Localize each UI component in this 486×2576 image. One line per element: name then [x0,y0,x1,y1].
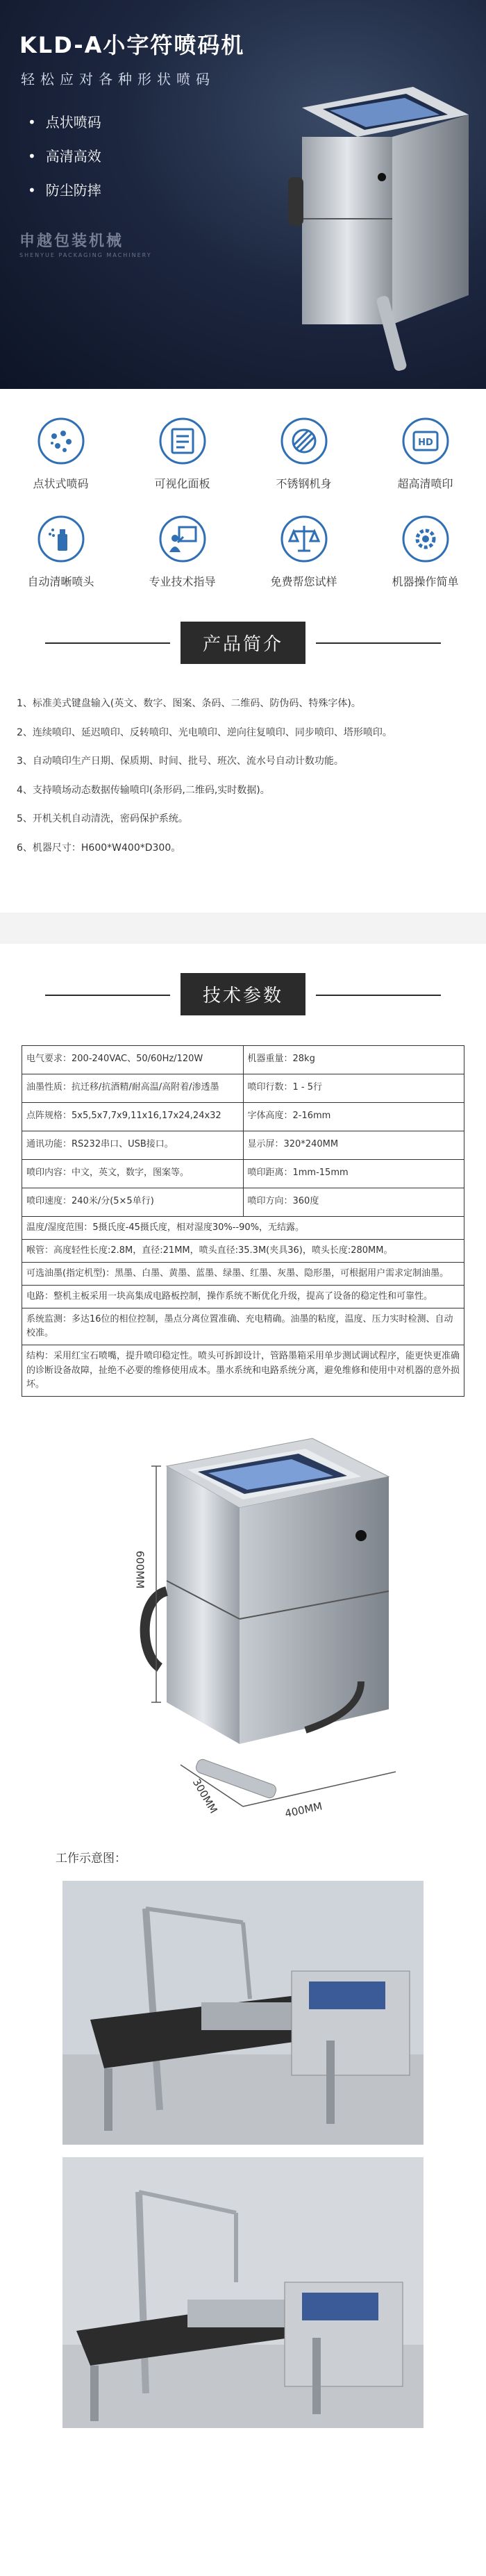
table-cell: 结构：采用红宝石喷嘴，提升喷印稳定性。喷头可拆卸设计，管路墨箱采用单步测试调试程序，能更快更准确的诊断设备故障，扯绝不必要的维修使用成本。墨水系统和电路系统分离，避免维修和使用中对机器的意外损坏。 [22,1345,464,1396]
hero-subtitle: 轻松应对各种形状喷码 [21,71,215,88]
svg-text:HD: HD [417,438,433,448]
table-row [22,1345,464,1396]
feature-label: 不锈钢机身 [276,477,332,490]
table-cell: 喷印内容：中文，英文，数字，图案等。 [22,1159,244,1188]
feature-label: 机器操作简单 [392,575,459,588]
table-cell: 油墨性质：抗迁移/抗酒精/耐高温/高附着/渗透墨 [22,1074,244,1102]
table-cell: 字体高度：2-16mm [243,1102,464,1131]
section-title: 产品简介 [181,622,305,664]
production-line-image [62,2157,424,2428]
dim-width-label: 400MM [283,1800,324,1820]
hero-point: • 高清高效 [28,145,101,165]
brand-name-en: SHENYUE PACKAGING MACHINERY [19,252,152,258]
sample-icon [280,515,328,563]
intro-item: 5、开机关机自动清洗，密码保护系统。 [17,813,188,825]
table-cell: 喷印方向：360度 [243,1188,464,1216]
dots-icon [37,417,85,465]
table-cell: 喉管：高度轻性长度:2.8M，直径:21MM，喷头直径:35.3M(夹具36)，喷头长度:280MM。 [22,1239,464,1262]
stainless-icon [280,417,328,465]
specs-section [0,944,486,1418]
table-cell: 通讯功能：RS232串口、USB接口。 [22,1131,244,1159]
table-cell: 可选油墨(指定机型)：黑墨、白墨、黄墨、蓝墨、绿墨、红墨、灰墨、隐形墨，可根据用户需求定制油墨。 [22,1262,464,1285]
table-cell: 喷印行数：1 - 5行 [243,1074,464,1102]
gear-icon [401,515,450,563]
feature-item [249,417,360,491]
intro-item: 2、连续喷印、延迟喷印、反转喷印、光电喷印、逆向往复喷印、同步喷印、塔形喷印。 [17,726,392,738]
table-row [22,1262,464,1285]
intro-item: 1、标准美式键盘输入(英文、数字、图案、条码、二维码、防伪码、特殊字体)。 [17,698,361,709]
feature-item [6,417,117,491]
brand-watermark [19,229,152,258]
section-divider [0,913,486,944]
table-cell: 喷印距离：1mm-15mm [243,1159,464,1188]
table-cell: 电气要求：200-240VAC、50/60Hz/120W [22,1045,244,1074]
feature-label: 超高清喷印 [397,477,453,490]
machine-dimension-image [0,1418,486,1834]
feature-grid [0,389,486,620]
machine-image [274,87,476,379]
hero-point: • 防尘防摔 [28,179,101,199]
section-title: 技术参数 [181,973,305,1015]
hd-icon [401,417,450,465]
work-photo-2 [62,2157,424,2428]
dim-height-label: 600MM [133,1550,146,1589]
dimension-diagram [0,1418,486,1834]
intro-item: 3、自动喷印生产日期、保质期、时间、批号、班次、流水号自动计数功能。 [17,756,344,767]
table-row [22,1159,464,1188]
table-row [22,1285,464,1308]
table-cell: 点阵规格：5x5,5x7,7x9,11x16,17x24,24x32 [22,1102,244,1131]
hero-points [28,111,101,213]
feature-item [6,515,117,589]
section-header-specs [0,972,486,1017]
guide-icon [158,515,207,563]
table-cell: 显示屏：320*240MM [243,1131,464,1159]
table-row [22,1045,464,1074]
feature-item [370,515,481,589]
table-cell: 喷印速度：240米/分(5×5单行) [22,1188,244,1216]
table-row [22,1131,464,1159]
hero-point: • 点状喷码 [28,111,101,131]
hero-title: KLD-A小字符喷码机 [19,32,245,58]
table-row [22,1102,464,1131]
table-cell: 电路：整机主板采用一块高集成电路板控制，操作系统不断优化升级，提高了设备的稳定性和可靠性。 [22,1285,464,1308]
dim-depth-label: 300MM [190,1776,220,1815]
feature-label: 专业技术指导 [149,575,216,588]
panel-icon [158,417,207,465]
feature-item [127,515,238,589]
hero-banner [0,0,486,389]
section-header-intro [0,620,486,665]
table-row [22,1239,464,1262]
feature-item [370,417,481,491]
feature-label: 点状式喷码 [33,477,89,490]
intro-list [0,665,486,913]
intro-item: 6、机器尺寸：H600*W400*D300。 [17,842,181,854]
table-row [22,1074,464,1102]
feature-label: 免费帮您试样 [270,575,337,588]
table-row [22,1308,464,1345]
feature-item [127,417,238,491]
work-diagram-title: 工作示意图： [56,1851,126,1865]
feature-label: 可视化面板 [154,477,210,490]
table-cell: 机器重量：28kg [243,1045,464,1074]
table-cell: 温度/湿度范围：5摄氏度-45摄氏度，相对湿度30%--90%，无结露。 [22,1216,464,1239]
work-photo-1 [62,1881,424,2145]
specs-table [22,1045,464,1397]
table-cell: 系统监测：多达16位的相位控制，墨点分离位置准确、充电精确。油墨的粘度，温度、压力实时检测、自动校准。 [22,1308,464,1345]
brand-name: 申越包装机械 [19,233,124,250]
feature-label: 自动清晰喷头 [27,575,94,588]
table-row [22,1216,464,1239]
table-row [22,1188,464,1216]
intro-item: 4、支持喷场动态数据传输喷印(条形码,二维码,实时数据)。 [17,784,270,796]
spray-icon [37,515,85,563]
production-line-image [62,1881,424,2145]
feature-item [249,515,360,589]
